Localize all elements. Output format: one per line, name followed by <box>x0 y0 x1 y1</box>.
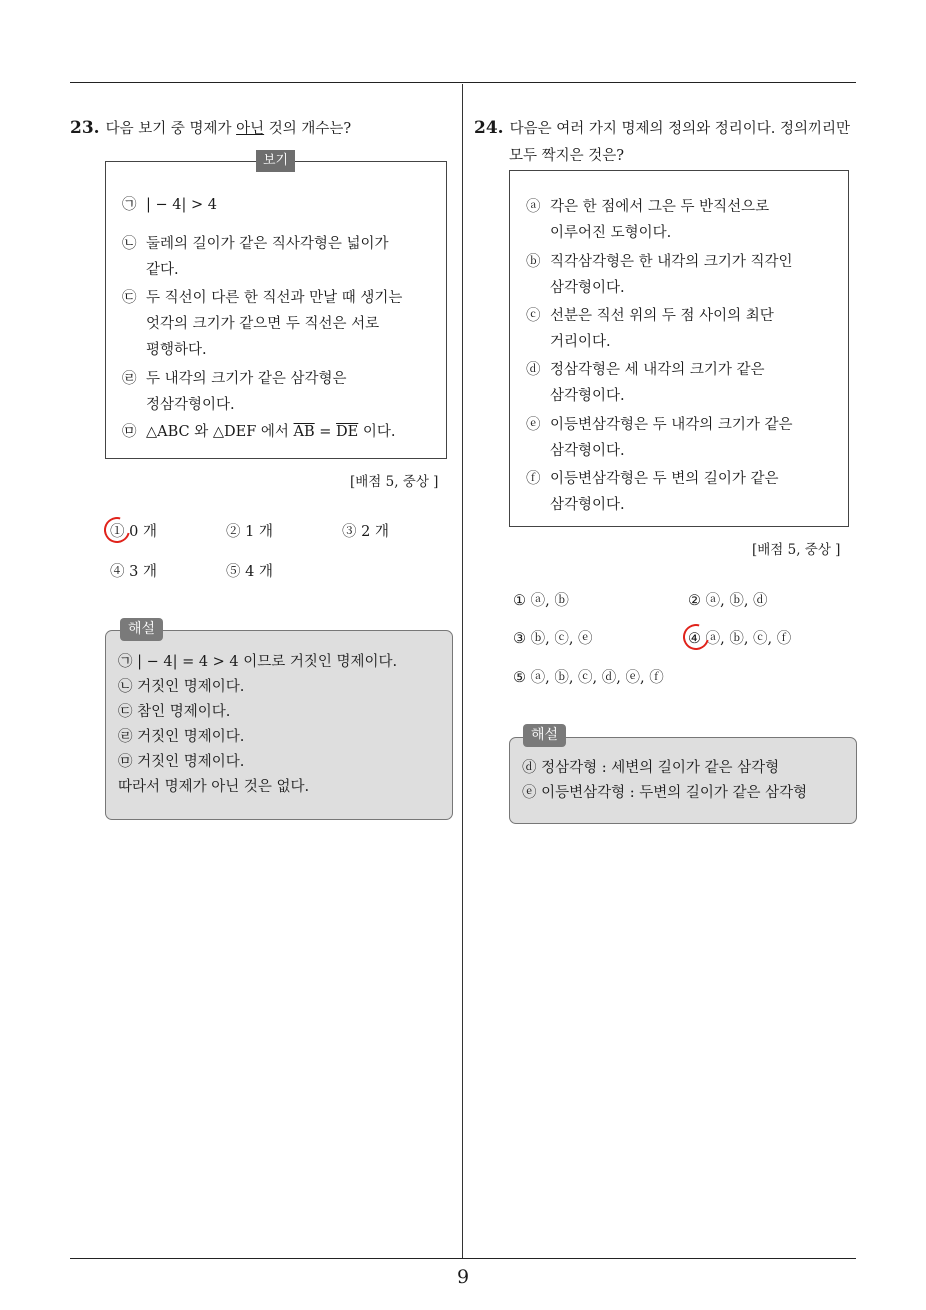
answer-choice[interactable]: ① 0 개 <box>110 524 157 540</box>
answer-choice[interactable]: ③ 2 개 <box>342 524 389 540</box>
item-line <box>122 337 402 363</box>
question-text-line1: 다음은 여러 가지 명제의 정의와 정리이다. 정의끼리만 <box>509 121 850 137</box>
example-item <box>122 231 389 283</box>
answer-choice[interactable]: ③ ⓑ, ⓒ, ⓔ <box>513 631 593 647</box>
solution-lines <box>522 756 807 806</box>
solution-line: 따라서 명제가 아닌 것은 없다. <box>118 779 310 795</box>
item-line <box>122 231 389 257</box>
item-line <box>526 466 779 492</box>
item-symbol: ⓐ <box>526 199 541 215</box>
item-text: 정삼각형이다. <box>146 397 235 413</box>
item-text: 삼각형이다. <box>550 280 625 296</box>
solution-box <box>509 737 857 824</box>
question-number: 24. <box>474 118 504 138</box>
column-divider <box>462 84 463 1259</box>
solution-lines <box>118 650 397 800</box>
item-text: 엇각의 크기가 같으면 두 직선은 서로 <box>146 316 380 332</box>
item-symbol: ㉠ <box>122 197 137 213</box>
item-symbol: ㉤ <box>122 424 137 440</box>
item-text: 선분은 직선 위의 두 점 사이의 최단 <box>550 308 774 324</box>
item-text: 삼각형이다. <box>550 497 625 513</box>
item-symbol: ㉢ <box>122 290 137 306</box>
statement-item <box>526 466 779 518</box>
example-item <box>122 192 217 218</box>
item-symbol: ㉣ <box>122 371 137 387</box>
example-item <box>122 285 402 363</box>
item-line <box>526 492 779 518</box>
bottom-rule <box>70 1258 856 1259</box>
answer-choice[interactable]: ④ ⓐ, ⓑ, ⓒ, ⓕ <box>688 631 792 647</box>
item-text: 이등변삼각형은 두 변의 길이가 같은 <box>550 471 779 487</box>
item-text: 평행하다. <box>146 342 207 358</box>
item-text: 정삼각형은 세 내각의 크기가 같은 <box>550 362 765 378</box>
item-line <box>526 329 774 355</box>
item-symbol: ⓓ <box>526 362 541 378</box>
item5-eq: = <box>314 424 337 440</box>
item-text: 같다. <box>146 262 179 278</box>
item-line <box>122 366 347 392</box>
selected-answer-mark <box>99 512 135 548</box>
item-line <box>122 192 217 218</box>
item-text: 이루어진 도형이다. <box>550 225 672 241</box>
item5-post: 이다. <box>358 424 396 440</box>
item-line <box>526 357 765 383</box>
question-text-underlined: 아닌 <box>236 121 265 137</box>
answer-choice[interactable]: ② 1 개 <box>226 524 273 540</box>
item-line <box>122 257 389 283</box>
solution-line: ⓓ 정삼각형 : 세변의 길이가 같은 삼각형 <box>522 760 780 776</box>
solution-label: 해설 <box>523 724 566 747</box>
score-label: [배점 5, 중상 ] <box>350 474 439 490</box>
question-text-after: 것의 개수는? <box>264 121 352 137</box>
item-line <box>526 383 765 409</box>
answer-choice[interactable]: ① ⓐ, ⓑ <box>513 593 569 609</box>
item-text: 거리이다. <box>550 334 611 350</box>
solution-line: ㉢ 참인 명제이다. <box>118 704 231 720</box>
item-text: | − 4| > 4 <box>146 197 217 213</box>
segment-ab: $\overline{AB}$ <box>293 424 315 440</box>
statement-item <box>526 412 793 464</box>
item-text: 삼각형이다. <box>550 388 625 404</box>
item-line <box>526 220 769 246</box>
statement-item <box>526 357 765 409</box>
solution-label: 해설 <box>120 618 163 641</box>
item-line <box>122 392 347 418</box>
item-text: 두 내각의 크기가 같은 삼각형은 <box>146 371 347 387</box>
question-24-line2: 모두 짝지은 것은? <box>509 148 625 164</box>
item-symbol: ⓒ <box>526 308 541 324</box>
item-line <box>526 194 769 220</box>
solution-line: ㉡ 거짓인 명제이다. <box>118 679 245 695</box>
item-line <box>526 275 793 301</box>
solution-line: ⓔ 이등변삼각형 : 두변의 길이가 같은 삼각형 <box>522 785 808 801</box>
item-symbol: ⓑ <box>526 254 541 270</box>
solution-line: ㉣ 거짓인 명제이다. <box>118 729 245 745</box>
item-line <box>122 285 402 311</box>
segment-de: $\overline{DE}$ <box>336 424 359 440</box>
answer-choice[interactable]: ⑤ ⓐ, ⓑ, ⓒ, ⓓ, ⓔ, ⓕ <box>513 670 664 686</box>
item-symbol: ㉡ <box>122 236 137 252</box>
item-text: 삼각형이다. <box>550 443 625 459</box>
item-line <box>526 249 793 275</box>
statement-item <box>526 249 793 301</box>
item-text: 이등변삼각형은 두 내각의 크기가 같은 <box>550 417 793 433</box>
solution-line: ㉤ 거짓인 명제이다. <box>118 754 245 770</box>
selected-answer-mark <box>678 619 714 655</box>
question-text-before: 다음 보기 중 명제가 <box>105 121 237 137</box>
item-symbol: ⓔ <box>526 417 541 433</box>
statement-item <box>526 194 769 246</box>
solution-line: ㉠ | − 4| = 4 > 4 이므로 거짓인 명제이다. <box>118 654 398 670</box>
item-symbol: ⓕ <box>526 471 541 487</box>
item5-pre: △ABC 와 △DEF 에서 <box>146 424 294 440</box>
answer-choice[interactable]: ④ 3 개 <box>110 564 157 580</box>
item-text: 두 직선이 다른 한 직선과 만날 때 생기는 <box>146 290 403 306</box>
answer-choice[interactable]: ⑤ 4 개 <box>226 564 273 580</box>
item-line <box>526 438 793 464</box>
example-box-label: 보기 <box>256 150 295 172</box>
question-number: 23. <box>70 118 100 138</box>
item-text: 직각삼각형은 한 내각의 크기가 직각인 <box>550 254 793 270</box>
top-rule <box>70 82 856 83</box>
item-line <box>526 303 774 329</box>
item-line <box>526 412 793 438</box>
page-number: 9 <box>456 1266 470 1288</box>
question-24 <box>474 114 850 143</box>
item-line <box>122 311 402 337</box>
solution-box <box>105 630 453 820</box>
answer-choice[interactable]: ② ⓐ, ⓑ, ⓓ <box>688 593 768 609</box>
score-label: [배점 5, 중상 ] <box>752 542 841 558</box>
item-text: 둘레의 길이가 같은 직사각형은 넓이가 <box>146 236 389 252</box>
item-text: 각은 한 점에서 그은 두 반직선으로 <box>550 199 770 215</box>
statement-item <box>526 303 774 355</box>
example-item <box>122 419 396 445</box>
example-item <box>122 366 347 418</box>
question-23 <box>70 114 351 143</box>
